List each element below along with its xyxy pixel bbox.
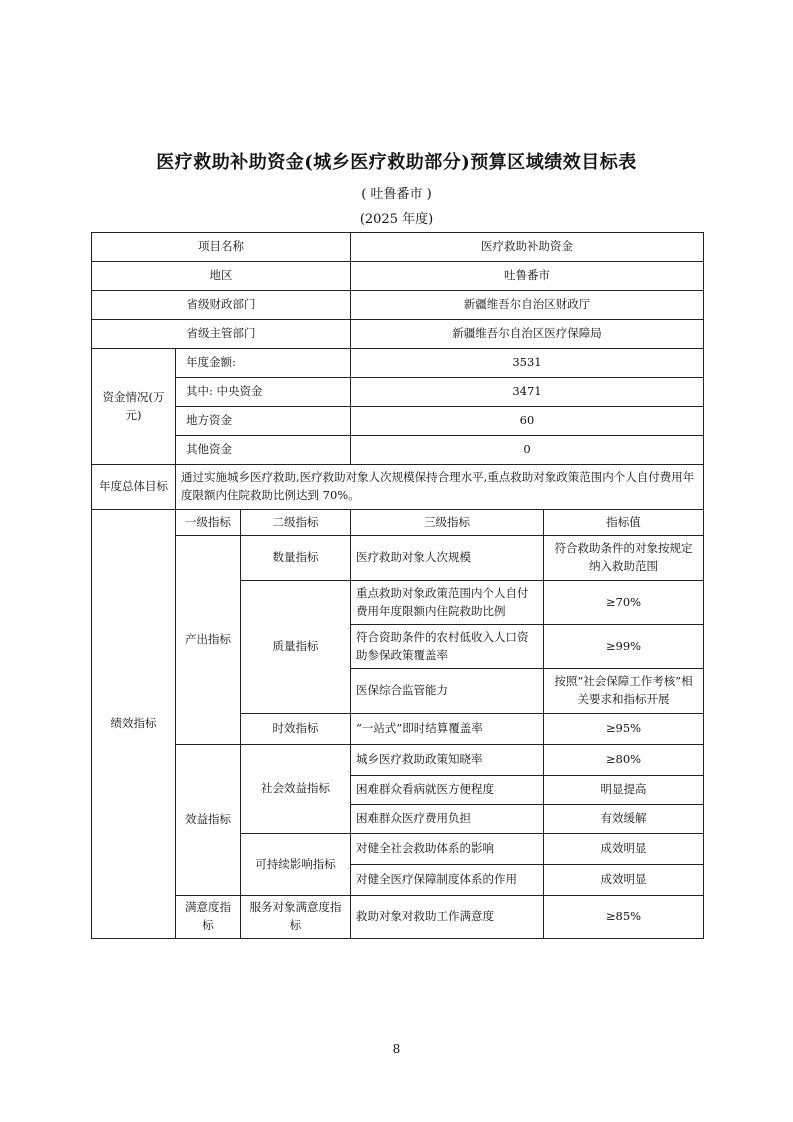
indicator-value: 成效明显 — [544, 834, 704, 865]
region-value: 吐鲁番市 — [351, 262, 704, 291]
indicator-value: 符合救助条件的对象按规定纳入救助范围 — [544, 536, 704, 581]
header-level2: 二级指标 — [241, 510, 351, 536]
region-row — [92, 262, 704, 291]
project-label: 项目名称 — [92, 233, 351, 262]
indicator-value: ≥85% — [544, 896, 704, 939]
goal-text: 通过实施城乡医疗救助,医疗救助对象人次规模保持合理水平,重点救助对象政策范围内个人自付费用年度限额内住院救助比例达到 70%。 — [176, 465, 704, 510]
indicator-value: ≥80% — [544, 745, 704, 776]
quality-indicator-label: 质量指标 — [241, 581, 351, 714]
funds-other-label: 其他资金 — [176, 436, 351, 465]
year-label: (2025 年度) — [359, 212, 434, 227]
funds-annual-row — [92, 349, 704, 378]
goal-label: 年度总体目标 — [92, 465, 176, 510]
project-value: 医疗救助补助资金 — [351, 233, 704, 262]
benefit-indicator-label: 效益指标 — [176, 745, 241, 896]
performance-table — [91, 232, 704, 939]
funds-annual-value: 3531 — [351, 349, 704, 378]
indicator-value: ≥99% — [544, 625, 704, 669]
page-title: 医疗救助补助资金(城乡医疗救助部分)预算区域绩效目标表 — [156, 152, 637, 173]
finance-dept-value: 新疆维吾尔自治区财政厅 — [351, 291, 704, 320]
indicator-name: 医疗救助对象人次规模 — [351, 536, 544, 581]
indicator-value: 明显提高 — [544, 776, 704, 805]
header-level1: 一级指标 — [176, 510, 241, 536]
funds-central-row — [92, 378, 704, 407]
indicator-row — [92, 745, 704, 776]
finance-dept-label: 省级财政部门 — [92, 291, 351, 320]
finance-dept-row — [92, 291, 704, 320]
indicator-name: 重点救助对象政策范围内个人自付费用年度限额内住院救助比例 — [351, 581, 544, 625]
page-number: 8 — [392, 1042, 401, 1056]
region-label: 地区 — [92, 262, 351, 291]
perf-header-row — [92, 510, 704, 536]
satisfaction-indicator-label: 满意度指标 — [176, 896, 241, 939]
perf-label: 绩效指标 — [92, 510, 176, 939]
indicator-row — [92, 896, 704, 939]
indicator-value: 成效明显 — [544, 865, 704, 896]
indicator-value: 有效缓解 — [544, 805, 704, 834]
indicator-value: ≥70% — [544, 581, 704, 625]
header-value: 指标值 — [544, 510, 704, 536]
funds-central-label: 其中: 中央资金 — [176, 378, 351, 407]
indicator-name: 困难群众看病就医方便程度 — [351, 776, 544, 805]
indicator-name: “一站式”即时结算覆盖率 — [351, 714, 544, 745]
indicator-name: 对健全社会救助体系的影响 — [351, 834, 544, 865]
indicator-row — [92, 536, 704, 581]
quantity-indicator-label: 数量指标 — [241, 536, 351, 581]
goal-row — [92, 465, 704, 510]
funds-local-label: 地方资金 — [176, 407, 351, 436]
service-satisfaction-label: 服务对象满意度指标 — [241, 896, 351, 939]
indicator-name: 城乡医疗救助政策知晓率 — [351, 745, 544, 776]
indicator-name: 救助对象对救助工作满意度 — [351, 896, 544, 939]
indicator-name: 医保综合监管能力 — [351, 669, 544, 714]
indicator-name: 符合资助条件的农村低收入人口资助参保政策覆盖率 — [351, 625, 544, 669]
funds-other-row — [92, 436, 704, 465]
funds-annual-label: 年度金额: — [176, 349, 351, 378]
funds-local-row — [92, 407, 704, 436]
authority-value: 新疆维吾尔自治区医疗保障局 — [351, 320, 704, 349]
authority-row — [92, 320, 704, 349]
indicator-value: 按照“社会保障工作考核”相关要求和指标开展 — [544, 669, 704, 714]
project-row — [92, 233, 704, 262]
authority-label: 省级主管部门 — [92, 320, 351, 349]
indicator-value: ≥95% — [544, 714, 704, 745]
funds-central-value: 3471 — [351, 378, 704, 407]
output-indicator-label: 产出指标 — [176, 536, 241, 745]
region-subtitle: ( 吐鲁番市 ) — [361, 187, 432, 202]
sustainability-label: 可持续影响指标 — [241, 834, 351, 896]
funds-other-value: 0 — [351, 436, 704, 465]
header-level3: 三级指标 — [351, 510, 544, 536]
indicator-name: 困难群众医疗费用负担 — [351, 805, 544, 834]
timeliness-indicator-label: 时效指标 — [241, 714, 351, 745]
funds-local-value: 60 — [351, 407, 704, 436]
funds-label: 资金情况(万元) — [92, 349, 176, 465]
social-benefit-label: 社会效益指标 — [241, 745, 351, 834]
indicator-name: 对健全医疗保障制度体系的作用 — [351, 865, 544, 896]
